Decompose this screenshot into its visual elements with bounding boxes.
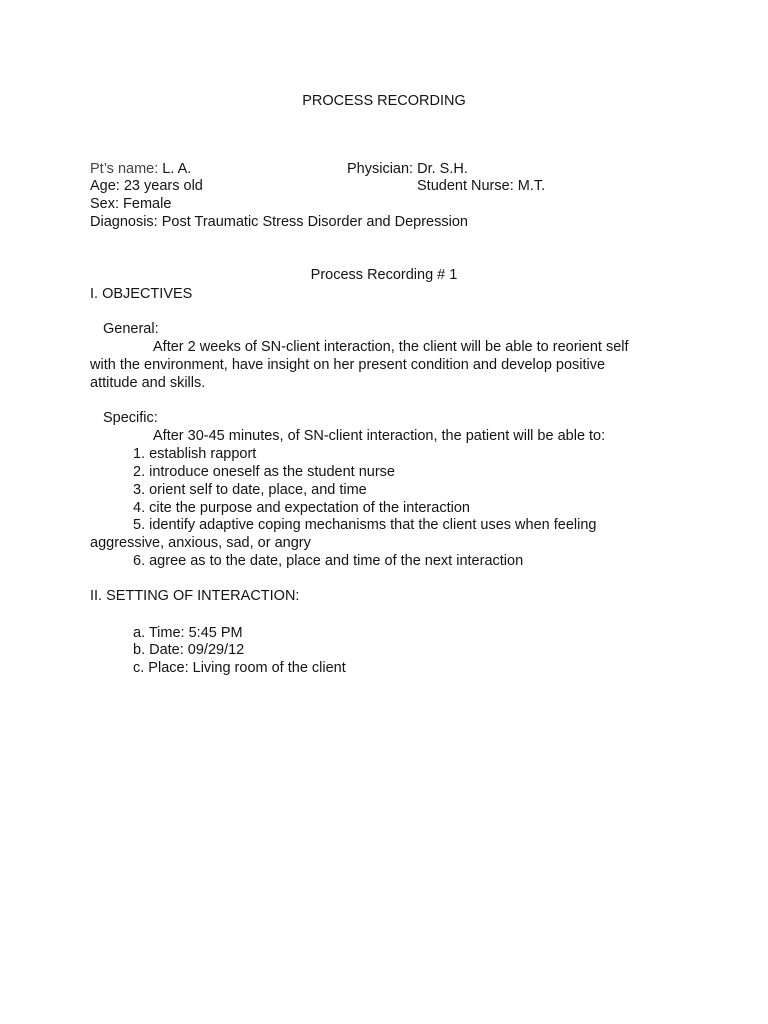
specific-label: Specific:	[103, 410, 158, 426]
general-label: General:	[103, 321, 159, 337]
student-nurse: Student Nurse: M.T.	[417, 178, 546, 194]
specific-item: 2. introduce oneself as the student nurse	[133, 464, 395, 480]
general-line: After 2 weeks of SN-client interaction, the client will be able to reorient self	[153, 339, 629, 355]
physician: Physician: Dr. S.H.	[347, 161, 468, 177]
specific-item: 1. establish rapport	[133, 446, 257, 462]
patient-name-label: Pt’s name:	[90, 161, 163, 177]
patient-sex: Sex: Female	[90, 196, 172, 212]
diagnosis: Diagnosis: Post Traumatic Stress Disorder and Depression	[90, 214, 468, 230]
patient-age: Age: 23 years old	[90, 178, 203, 194]
patient-name-value: L. A.	[162, 161, 192, 177]
patient-name	[90, 160, 191, 178]
setting-heading: II. SETTING OF INTERACTION:	[90, 588, 300, 604]
specific-item: 6. agree as to the date, place and time of the next interaction	[133, 553, 524, 569]
subtitle: Process Recording # 1	[310, 267, 458, 283]
general-line: with the environment, have insight on her present condition and develop positive	[90, 357, 606, 373]
setting-item: b. Date: 09/29/12	[133, 642, 245, 658]
setting-item: a. Time: 5:45 PM	[133, 625, 243, 641]
setting-item: c. Place: Living room of the client	[133, 660, 346, 676]
specific-item-continued: aggressive, anxious, sad, or angry	[90, 535, 311, 551]
specific-item: 3. orient self to date, place, and time	[133, 482, 367, 498]
general-line: attitude and skills.	[90, 375, 206, 391]
specific-item: 4. cite the purpose and expectation of the interaction	[133, 500, 470, 516]
specific-item: 5. identify adaptive coping mechanisms that the client uses when feeling	[133, 517, 597, 533]
specific-intro: After 30-45 minutes, of SN-client interaction, the patient will be able to:	[153, 428, 606, 444]
objectives-heading: I. OBJECTIVES	[90, 286, 193, 302]
document-title: PROCESS RECORDING	[302, 93, 466, 109]
